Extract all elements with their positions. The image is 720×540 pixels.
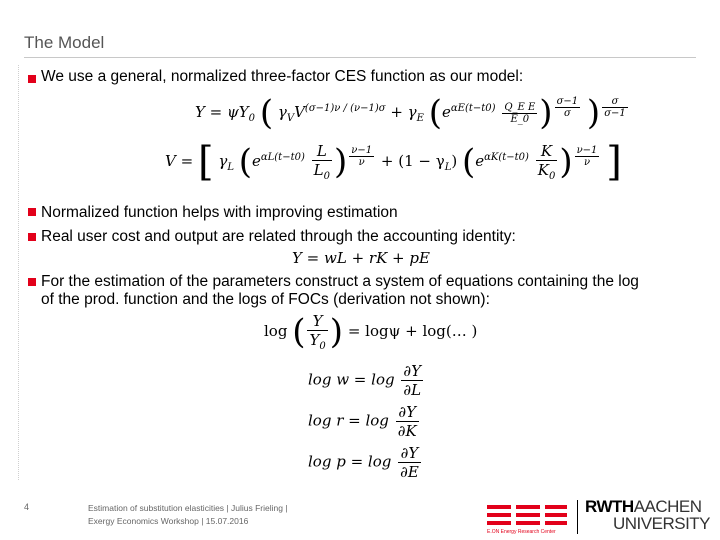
logo-caption: E.ON Energy Research Center: [487, 529, 556, 534]
v-equation: V = [ $\gamma_L$ ($e^{\alpha L(t-t0)}$ $\frac{L}{L_0}$ ) $^{\frac{\nu-1}{\nu}}$ + $(1 - \gamma_L)$ ($e^{\alpha K(t-t0)}$ $\frac{K}{K_0}$ ) $^{\frac{\nu-1}{\nu}}$ ]: [165, 139, 622, 185]
bullet-text: Normalized function helps with improving estimation: [41, 204, 398, 221]
footer-text: Estimation of substitution elasticities | Julius Frieling | Exergy Economics Workshop | 15.07.2016: [88, 503, 288, 526]
bullet-text: We use a general, normalized three-factor CES function as our model:: [41, 68, 524, 85]
title-divider: [24, 57, 696, 58]
logo-divider: [577, 500, 578, 534]
rwth-logo: RWTHAACHEN UNIVERSITY: [585, 497, 711, 533]
left-guide-line: [18, 65, 19, 480]
accounting-identity: Y = wL + rK + pE: [292, 249, 430, 267]
ces-equation: $Y = \psi Y_0$ ( $\gamma_VV^{(\sigma-1)\nu / (\nu-1)\sigma} + \gamma_E$ ($e^{\alpha E(t-t0)}$ $\frac{\text{Q\_E E}}{E\_0}$ ) $^{\frac{\sigma-1}{\sigma}}$ ) $^{\frac{\sigma}{\sigma-1}}$: [195, 93, 626, 133]
bullet-text: For the estimation of the parameters construct a system of equations containing the log: [41, 273, 639, 290]
bullet-marker: [28, 208, 36, 216]
bullet-text: Real user cost and output are related through the accounting identity:: [41, 228, 516, 245]
foc-equation-p: log p = log $\frac{\partial Y}{\partial E}$: [308, 444, 419, 481]
foc-equation-r: log r = log $\frac{\partial Y}{\partial K}$: [308, 403, 417, 440]
bullet-text-continued: of the prod. function and the logs of FOCs (derivation not shown):: [41, 291, 490, 308]
bullet-marker: [28, 75, 36, 83]
page-number: 4: [24, 502, 30, 512]
eon-erc-logo: [487, 500, 569, 534]
bullet-marker: [28, 233, 36, 241]
bullet-marker: [28, 278, 36, 286]
log-production-equation: log ( $\frac{Y}{Y_0}$ ) = logψ + log(… ): [264, 312, 478, 352]
slide-title: The Model: [24, 33, 105, 52]
foc-equation-w: log w = log $\frac{\partial Y}{\partial L}$: [308, 362, 422, 399]
